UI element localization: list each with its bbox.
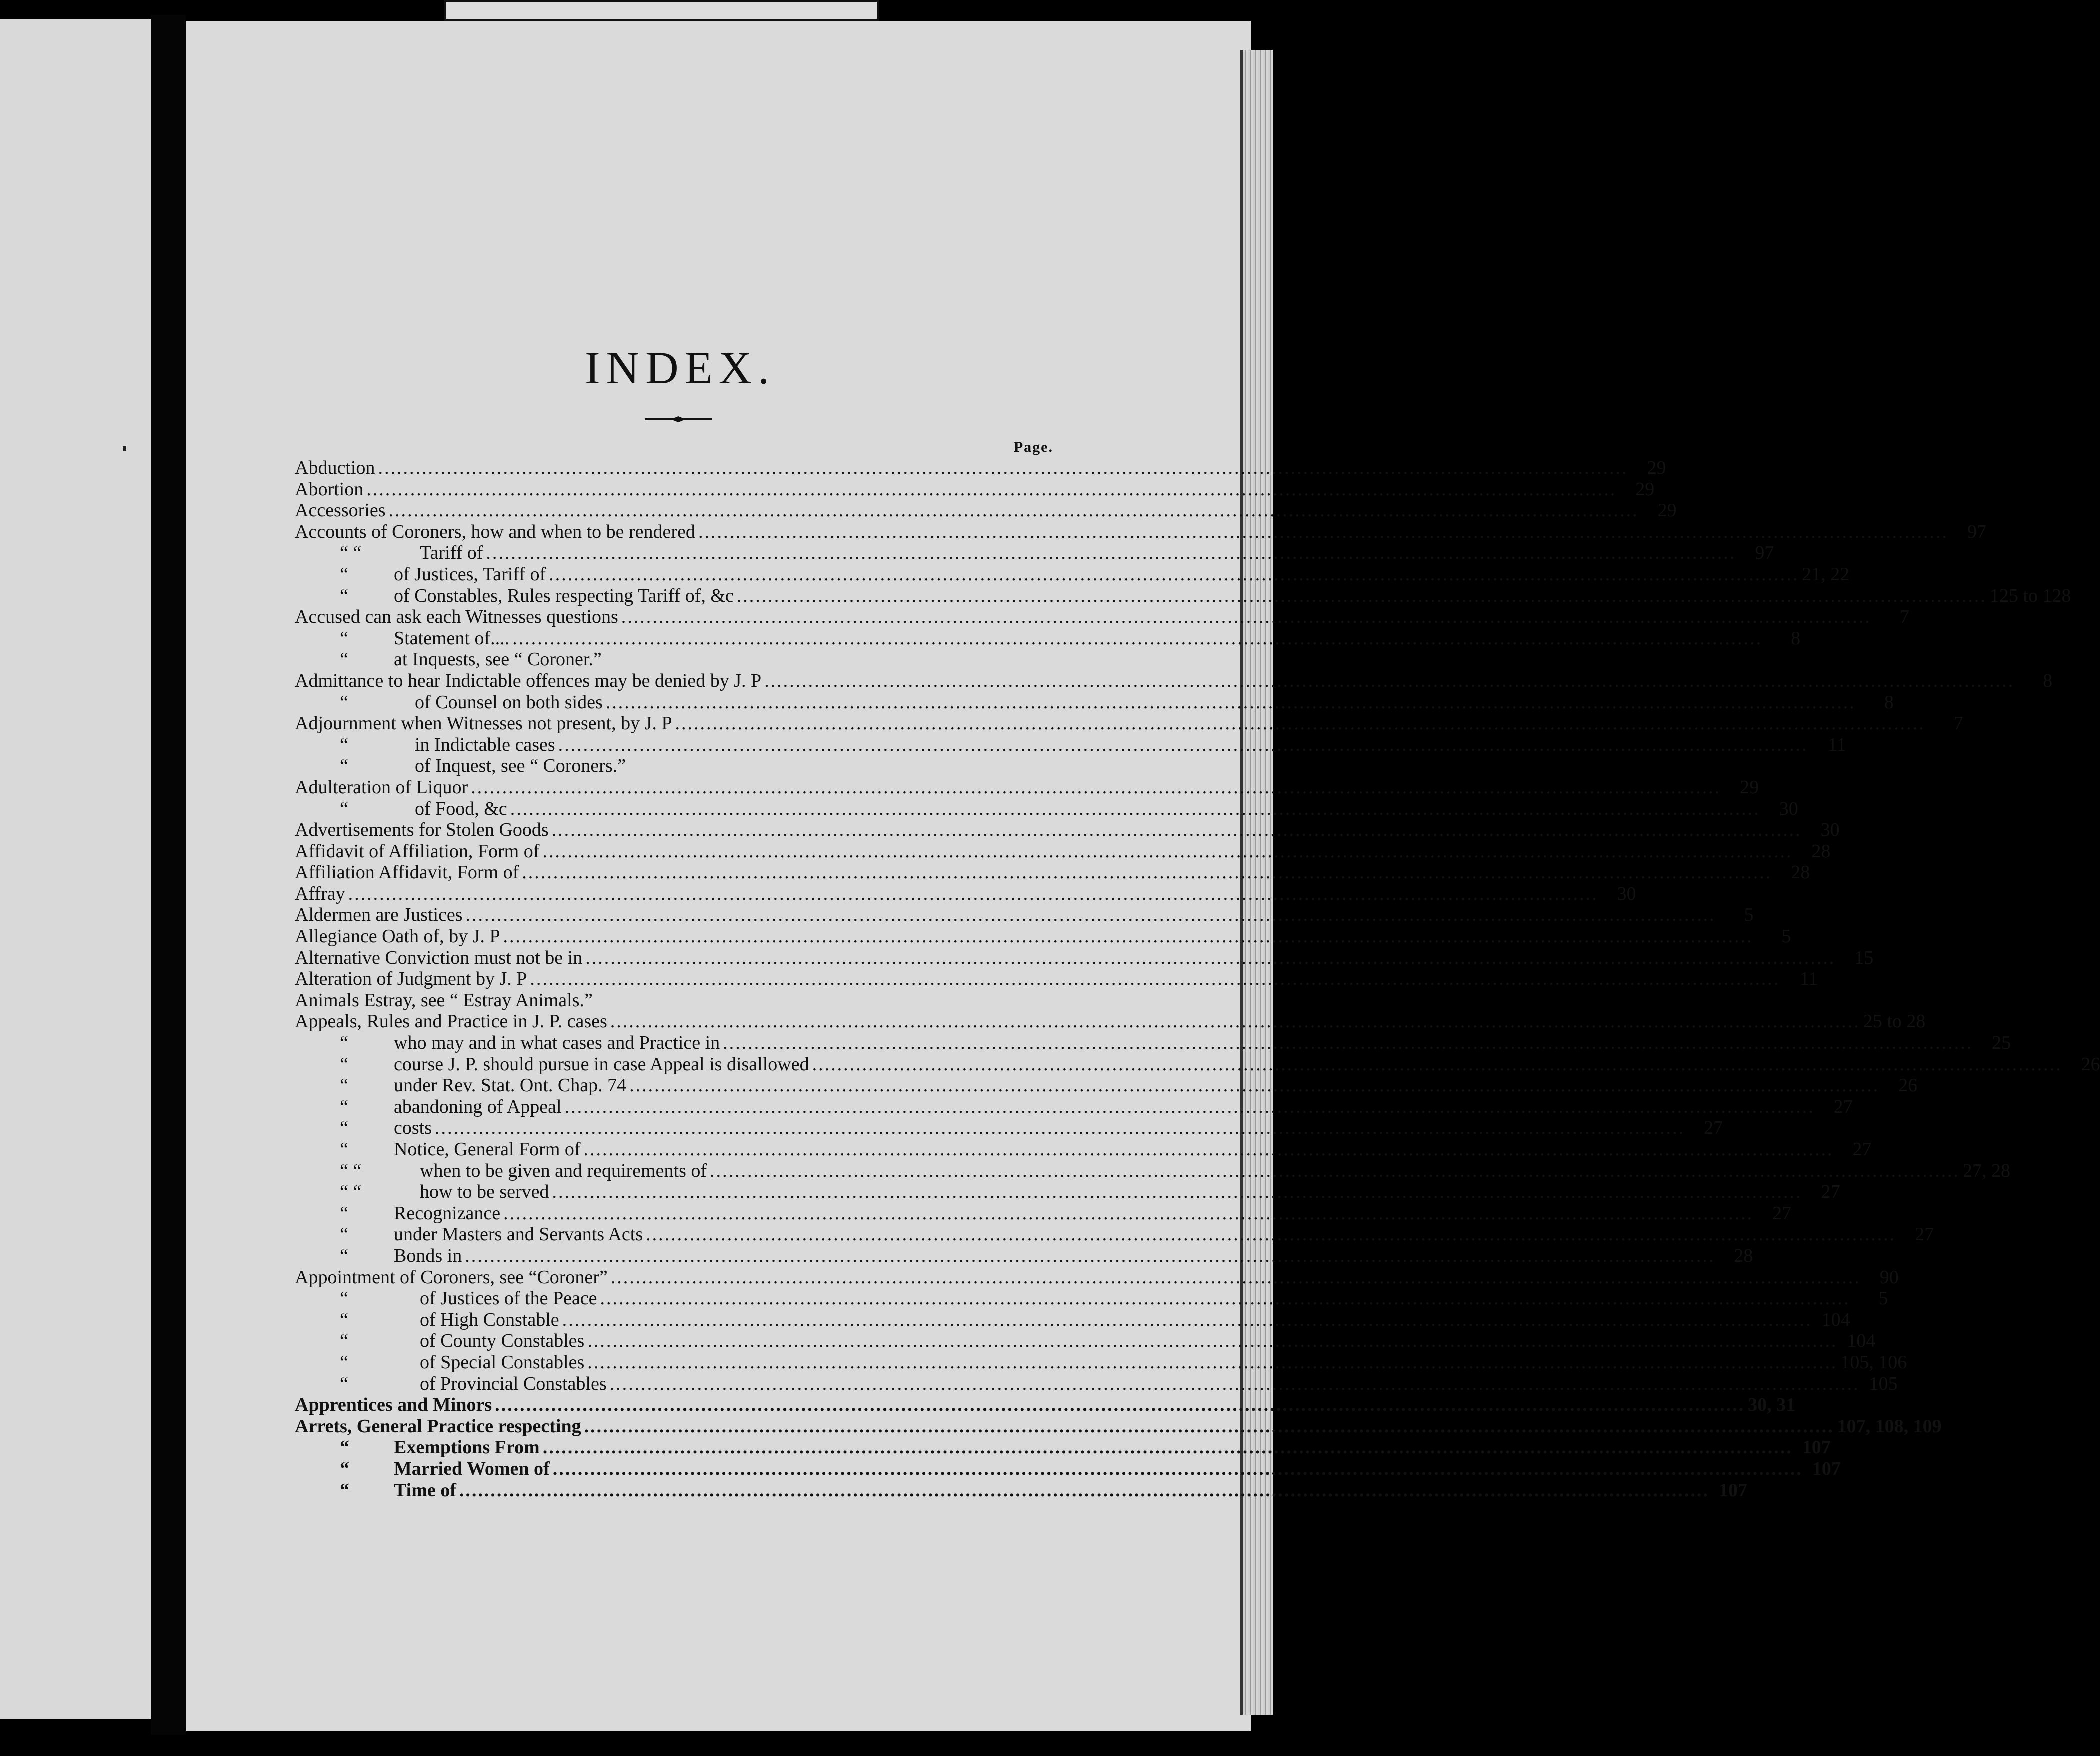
index-entry — [295, 947, 1874, 969]
entry-text: Affray — [295, 883, 345, 904]
entry-lead — [295, 1246, 1715, 1267]
entry-text: of Provincial Constables — [420, 1373, 607, 1394]
entry-text: of Food, &c — [415, 798, 507, 820]
ditto-mark: “ — [340, 1437, 349, 1458]
ditto-mark: “ — [340, 564, 348, 585]
entry-page-number: 105 — [1869, 1373, 1898, 1394]
dot-leader: ........................................................................................................................................................................................................ — [610, 1011, 1860, 1032]
entry-text: of Counsel on both sides — [415, 692, 603, 713]
entry-page-number: 8 — [1791, 628, 1801, 649]
entry-page-number: 21, 22 — [1802, 564, 1850, 585]
dot-leader: ........................................................................................................................................................................................................ — [629, 1075, 1880, 1096]
index-entry — [295, 458, 1666, 479]
entry-text: Aldermen are Justices — [295, 904, 463, 926]
entry-lead — [295, 1288, 1850, 1310]
entry-page-number: 11 — [1828, 734, 1846, 756]
ditto-mark: “ “ — [340, 1160, 362, 1182]
dot-leader: ........................................................................................................................................................................................................ — [542, 1437, 1793, 1458]
ditto-mark: “ “ — [340, 542, 362, 564]
index-entry — [295, 1011, 1926, 1032]
entry-text: Exemptions From — [394, 1437, 540, 1458]
index-entry — [295, 1437, 1831, 1458]
index-entry — [295, 500, 1677, 522]
entry-lead — [295, 500, 1638, 522]
entry-page-number: 5 — [1878, 1288, 1888, 1310]
entry-lead — [295, 1139, 1834, 1160]
entry-text: course J. P. should pursue in case Appeal is disallowed — [394, 1054, 809, 1075]
index-entry — [295, 990, 1060, 1012]
index-entry — [295, 883, 1636, 905]
entry-lead — [295, 820, 1802, 841]
entry-page-number: 105, 106 — [1840, 1352, 1907, 1373]
index-entry — [295, 1394, 1796, 1416]
entry-text: Statement of.... — [394, 628, 510, 649]
dot-leader: ........................................................................................................................................................................................................ — [388, 500, 1639, 522]
entry-lead — [295, 479, 1616, 500]
dot-leader: ........................................................................................................................................................................................................ — [495, 1394, 1745, 1416]
dot-leader: ........................................................................................................................................................................................................ — [698, 521, 1948, 542]
dot-leader: ........................................................................................................................................................................................................ — [348, 883, 1598, 904]
dot-leader: ........................................................................................................................................................................................................ — [558, 734, 1808, 756]
entry-lead — [295, 1032, 1973, 1054]
entry-lead — [295, 1054, 2062, 1076]
entry-page-number: 27 — [1704, 1118, 1723, 1139]
index-entry — [295, 1182, 1840, 1203]
entry-text: Adulteration of Liquor — [295, 776, 468, 798]
ditto-mark: “ — [340, 628, 348, 649]
index-entry — [295, 521, 1986, 543]
ditto-mark: “ — [340, 1373, 348, 1394]
entry-text: Animals Estray, see “ Estray Animals.” — [295, 990, 593, 1011]
index-entry — [295, 564, 1850, 586]
dot-leader: ........................................................................................................................................................................................................ — [812, 1054, 2062, 1075]
entry-page-number: 28 — [1734, 1245, 1753, 1266]
entry-page-number: 29 — [1647, 458, 1666, 478]
index-entry — [295, 1118, 1723, 1139]
entry-lead — [295, 1330, 1837, 1352]
entry-text: costs — [394, 1118, 432, 1139]
index-entry — [295, 1202, 1792, 1224]
entry-text: under Rev. Stat. Ont. Chap. 74 — [394, 1075, 627, 1096]
entry-lead — [295, 542, 1736, 564]
entry-lead — [295, 884, 1598, 905]
dot-leader: ........................................................................................................................................................................................................ — [503, 1202, 1754, 1224]
index-entry — [295, 1288, 1888, 1310]
index-entry — [295, 904, 1754, 926]
entry-text: Alternative Conviction must not be in — [295, 947, 583, 968]
ditto-mark: “ “ — [340, 1182, 362, 1203]
index-entry — [295, 820, 1840, 841]
dot-leader: ........................................................................................................................................................................................................ — [564, 1096, 1815, 1118]
ditto-mark: “ — [340, 734, 348, 756]
entry-lead — [295, 926, 1753, 948]
index-entry — [295, 1075, 1918, 1096]
dot-leader: ........................................................................................................................................................................................................ — [471, 776, 1721, 798]
ditto-mark: “ — [340, 585, 348, 606]
entry-lead — [295, 606, 1871, 628]
entry-text: Alteration of Judgment by J. P — [295, 968, 527, 990]
entry-page-number: 30 — [1779, 798, 1798, 820]
entry-page-number: 107, 108, 109 — [1837, 1416, 1942, 1437]
index-entry — [295, 1352, 1907, 1374]
entry-lead — [295, 522, 1948, 543]
ditto-mark: “ — [340, 1352, 348, 1373]
entry-lead — [295, 1224, 1896, 1246]
index-entry — [295, 926, 1791, 948]
top-tab — [444, 0, 879, 21]
dot-leader: ........................................................................................................................................................................................................ — [621, 606, 1871, 628]
entry-page-number: 5 — [1744, 904, 1754, 926]
entry-text: Accused can ask each Witnesses questions — [295, 606, 618, 628]
speck — [123, 446, 126, 452]
index-entry — [295, 585, 2071, 607]
entry-lead — [295, 1096, 1815, 1118]
dot-leader: ........................................................................................................................................................................................................ — [549, 564, 1799, 585]
ditto-mark: “ — [340, 1118, 348, 1139]
index-entry — [295, 968, 1818, 990]
entry-page-number: 27 — [1772, 1202, 1792, 1224]
entry-page-number: 15 — [1854, 947, 1874, 968]
dot-leader: ........................................................................................................................................................................................................ — [542, 840, 1793, 862]
dot-leader: ........................................................................................................................................................................................................ — [366, 478, 1617, 500]
entry-page-number: 107 — [1812, 1458, 1841, 1480]
dot-leader: ........................................................................................................................................................................................................ — [562, 1309, 1812, 1330]
ditto-mark: “ — [340, 1480, 349, 1501]
entry-text: of Justices, Tariff of — [394, 564, 546, 585]
entry-text: Affiliation Affidavit, Form of — [295, 862, 519, 884]
ditto-mark: “ — [340, 1139, 348, 1160]
entry-text: Accessories — [295, 500, 386, 522]
entry-lead — [295, 862, 1772, 884]
entry-page-number: 27, 28 — [1963, 1160, 2011, 1182]
entry-text: Accounts of Coroners, how and when to be rendered — [295, 521, 695, 542]
page-column-label: Page. — [1013, 439, 1053, 456]
entry-lead — [295, 1352, 1837, 1374]
entry-text: who may and in what cases and Practice in — [394, 1032, 720, 1054]
index-entries — [295, 458, 2100, 1501]
index-entry — [295, 1458, 1841, 1480]
entry-text: Apprentices and Minors — [295, 1394, 492, 1416]
entry-page-number: 7 — [1953, 713, 1963, 734]
entry-page-number: 30 — [1820, 820, 1840, 841]
entry-text: of Inquest, see “ Coroners.” — [415, 756, 626, 777]
index-entry — [295, 756, 1060, 777]
entry-lead — [295, 1458, 1803, 1480]
entry-lead — [295, 948, 1835, 969]
dot-leader: ........................................................................................................................................................................................................ — [600, 1288, 1850, 1310]
ditto-mark: “ — [340, 1202, 348, 1224]
ditto-mark: “ — [340, 1309, 348, 1330]
entry-text: Adjournment when Witnesses not present, by J. P — [295, 713, 672, 734]
dot-leader: ........................................................................................................................................................................................................ — [610, 1266, 1861, 1288]
ditto-mark: “ — [340, 1330, 348, 1352]
entry-page-number: 97 — [1755, 542, 1774, 564]
index-entry — [295, 1160, 2011, 1182]
ditto-mark: “ — [340, 756, 348, 777]
entry-lead — [295, 1160, 1960, 1182]
dot-leader: ........................................................................................................................................................................................................ — [459, 1480, 1709, 1501]
index-entry — [295, 606, 1909, 628]
entry-text: when to be given and requirements of — [420, 1160, 707, 1182]
index-entry — [295, 1373, 1898, 1395]
ditto-mark: “ — [340, 1288, 348, 1310]
dot-leader: ........................................................................................................................................................................................................ — [510, 798, 1760, 820]
index-entry — [295, 1032, 2011, 1054]
index-entry — [295, 776, 1759, 798]
ornament-rule-icon — [645, 416, 712, 422]
dot-leader: ........................................................................................................................................................................................................ — [646, 1224, 1896, 1246]
ditto-mark: “ — [340, 1075, 348, 1096]
entry-text: in Indictable cases — [415, 734, 555, 756]
ditto-mark: “ — [340, 692, 348, 713]
entry-lead — [295, 1203, 1753, 1224]
ditto-mark: “ — [340, 649, 348, 670]
entry-lead — [295, 756, 1022, 777]
entry-page-number: 29 — [1635, 478, 1655, 500]
entry-text: Notice, General Form of — [394, 1139, 581, 1160]
entry-page-number: 25 to 28 — [1863, 1011, 1926, 1032]
index-entry — [295, 478, 1655, 500]
dot-leader: ........................................................................................................................................................................................................ — [605, 692, 1856, 713]
entry-lead — [295, 564, 1799, 586]
entry-text: Recognizance — [394, 1202, 501, 1224]
entry-page-number: 8 — [1884, 692, 1894, 713]
entry-text: Arrets, General Practice respecting — [295, 1416, 581, 1437]
dot-leader: ........................................................................................................................................................................................................ — [435, 1118, 1685, 1139]
entry-text: of Special Constables — [420, 1352, 585, 1373]
entry-lead — [295, 649, 1022, 670]
entry-page-number: 25 — [1992, 1032, 2011, 1054]
dot-leader: ........................................................................................................................................................................................................ — [587, 1352, 1838, 1373]
entry-page-number: 28 — [1811, 840, 1831, 862]
dot-leader: ........................................................................................................................................................................................................ — [723, 1032, 1973, 1054]
dot-leader: ........................................................................................................................................................................................................ — [512, 628, 1763, 649]
index-entry — [295, 713, 1963, 734]
entry-text: Married Women of — [394, 1458, 550, 1480]
entry-page-number: 11 — [1799, 968, 1818, 990]
index-entry — [295, 670, 2053, 692]
entry-lead — [295, 1075, 1879, 1096]
entry-text: Advertisements for Stolen Goods — [295, 820, 549, 841]
entry-text: under Masters and Servants Acts — [394, 1224, 643, 1246]
entry-page-number: 28 — [1791, 862, 1810, 884]
entry-page-number: 90 — [1879, 1266, 1899, 1288]
entry-lead — [295, 990, 1022, 1012]
dot-leader: ........................................................................................................................................................................................................ — [552, 1182, 1802, 1203]
entry-page-number: 29 — [1740, 776, 1759, 798]
index-entry — [295, 1480, 1747, 1502]
entry-lead — [295, 458, 1628, 479]
ditto-mark: “ — [340, 1224, 348, 1246]
entry-text: at Inquests, see “ Coroner.” — [394, 649, 602, 670]
index-entry — [295, 1416, 1942, 1438]
ditto-mark: “ — [340, 1458, 349, 1480]
entry-lead — [295, 628, 1762, 650]
dot-leader: ........................................................................................................................................................................................................ — [530, 968, 1780, 990]
entry-lead — [295, 968, 1780, 990]
dot-leader: ........................................................................................................................................................................................................ — [552, 1458, 1803, 1480]
ditto-mark: “ — [340, 1245, 348, 1266]
entry-text: Admittance to hear Indictable offences may be denied by J. P — [295, 670, 762, 692]
entry-page-number: 27 — [1833, 1096, 1853, 1118]
index-entry — [295, 734, 1846, 756]
facing-page-edge — [0, 19, 151, 1719]
dot-leader: ........................................................................................................................................................................................................ — [736, 585, 1987, 606]
dot-leader: ........................................................................................................................................................................................................ — [465, 1245, 1715, 1266]
index-entry — [295, 692, 1894, 714]
entry-lead — [295, 734, 1808, 756]
entry-page-number: 107 — [1802, 1437, 1831, 1458]
entry-lead — [295, 1480, 1709, 1502]
entry-text: of High Constable — [420, 1309, 559, 1330]
entry-text: Time of — [394, 1480, 456, 1501]
entry-page-number: 26 — [1898, 1075, 1918, 1096]
entry-text: Tariff of — [420, 542, 483, 564]
dot-leader: ........................................................................................................................................................................................................ — [522, 862, 1772, 884]
page-title: INDEX. — [585, 342, 776, 394]
dot-leader: ........................................................................................................................................................................................................ — [503, 926, 1753, 948]
entry-page-number: 8 — [2043, 670, 2053, 692]
entry-page-number: 107 — [1718, 1480, 1747, 1501]
entry-page-number: 30 — [1617, 883, 1636, 904]
entry-lead — [295, 670, 2014, 692]
entry-text: Abortion — [295, 478, 364, 500]
entry-lead — [295, 841, 1792, 862]
dot-leader: ........................................................................................................................................................................................................ — [583, 1139, 1834, 1160]
dot-leader: ........................................................................................................................................................................................................ — [551, 820, 1802, 841]
dot-leader: ........................................................................................................................................................................................................ — [609, 1373, 1860, 1394]
dot-leader: ........................................................................................................................................................................................................ — [378, 458, 1628, 478]
entry-text: Bonds in — [394, 1245, 462, 1266]
index-entry — [295, 1054, 2100, 1076]
dot-leader: ........................................................................................................................................................................................................ — [584, 1416, 1834, 1437]
index-entry — [295, 1245, 1753, 1267]
index-entry — [295, 1266, 1899, 1288]
entry-lead — [295, 1416, 1834, 1438]
entry-lead — [295, 1182, 1802, 1203]
index-entry — [295, 840, 1831, 862]
index-entry — [295, 862, 1810, 884]
entry-page-number: 104 — [1821, 1309, 1850, 1330]
index-entry — [295, 798, 1798, 820]
dot-leader: ........................................................................................................................................................................................................ — [587, 1330, 1838, 1352]
entry-page-number: 27 — [1821, 1182, 1840, 1203]
entry-lead — [295, 1394, 1745, 1416]
entry-lead — [295, 798, 1760, 820]
ditto-mark: “ — [340, 1054, 348, 1075]
entry-lead — [295, 1310, 1812, 1331]
index-entry — [295, 628, 1801, 650]
index-entry — [295, 649, 1060, 670]
ditto-mark: “ — [340, 1032, 348, 1054]
entry-text: Affidavit of Affiliation, Form of — [295, 840, 540, 862]
entry-text: Abduction — [295, 458, 375, 478]
entry-page-number: 29 — [1657, 500, 1677, 522]
index-entry — [295, 1330, 1876, 1352]
dot-leader: ........................................................................................................................................................................................................ — [465, 904, 1716, 926]
index-entry — [295, 542, 1774, 564]
entry-text: of Constables, Rules respecting Tariff of, &c — [394, 585, 734, 606]
entry-lead — [295, 586, 1987, 607]
index-entry — [295, 1309, 1850, 1331]
dot-leader: ........................................................................................................................................................................................................ — [764, 670, 2015, 692]
entry-lead — [295, 1011, 1860, 1032]
entry-lead — [295, 777, 1721, 798]
entry-lead — [295, 713, 1925, 734]
entry-text: abandoning of Appeal — [394, 1096, 562, 1118]
ditto-mark: “ — [340, 798, 348, 820]
entry-page-number: 27 — [1852, 1139, 1872, 1160]
entry-text: Appeals, Rules and Practice in J. P. cases — [295, 1011, 607, 1032]
dot-leader: ........................................................................................................................................................................................................ — [675, 713, 1925, 734]
entry-page-number: 26 — [2081, 1054, 2100, 1075]
entry-text: of Justices of the Peace — [420, 1288, 597, 1310]
index-entry — [295, 1224, 1934, 1246]
entry-lead — [295, 1118, 1685, 1139]
entry-page-number: 27 — [1915, 1224, 1934, 1246]
entry-lead — [295, 692, 1856, 714]
dot-leader: ........................................................................................................................................................................................................ — [486, 542, 1736, 564]
entry-page-number: 97 — [1967, 521, 1986, 542]
entry-page-number: 5 — [1781, 926, 1791, 948]
entry-lead — [295, 904, 1716, 926]
entry-lead — [295, 1437, 1793, 1458]
page-gutter — [151, 15, 186, 1735]
entry-page-number: 30, 31 — [1748, 1394, 1796, 1416]
dot-leader: ........................................................................................................................................................................................................ — [710, 1160, 1960, 1182]
entry-lead — [295, 1267, 1861, 1288]
entry-text: Allegiance Oath of, by J. P — [295, 926, 500, 948]
entry-page-number: 125 to 128 — [1989, 585, 2071, 606]
entry-text: of County Constables — [420, 1330, 585, 1352]
entry-page-number: 7 — [1899, 606, 1909, 628]
entry-page-number: 104 — [1847, 1330, 1876, 1352]
entry-lead — [295, 1374, 1860, 1395]
dot-leader: ........................................................................................................................................................................................................ — [585, 947, 1836, 968]
index-entry — [295, 1096, 1853, 1118]
entry-text: how to be served — [420, 1182, 549, 1203]
index-entry — [295, 1139, 1872, 1160]
entry-text: Appointment of Coroners, see “Coroner” — [295, 1266, 608, 1288]
ditto-mark: “ — [340, 1096, 348, 1118]
